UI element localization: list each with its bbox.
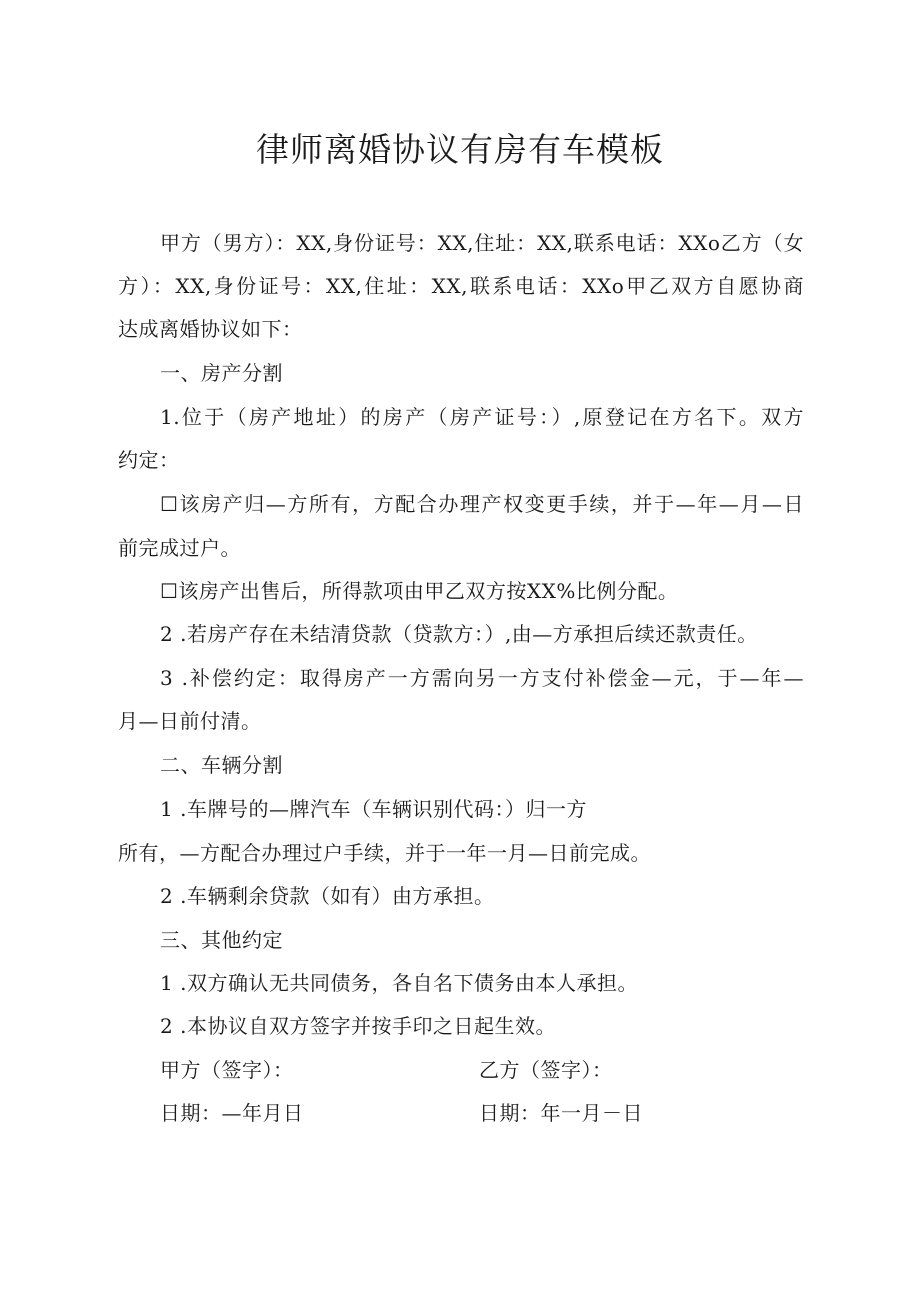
other-item-1: 1 .双方确认无共同债务，各自名下债务由本人承担。 [160, 971, 638, 995]
property-item-3-line-2: 月—日前付清。 [118, 709, 262, 733]
party-b-date: 日期：年一月－日 [479, 1101, 643, 1125]
party-b-signature: 乙方（签字）： [479, 1058, 613, 1082]
intro-line-2: 方）：XX,身份证号：XX,住址：XX,联系电话：XXo甲乙双方自愿协商 [118, 274, 804, 298]
section-heading-property: 一、房产分割 [160, 361, 283, 385]
document-title: 律师离婚协议有房有车模板 [256, 130, 664, 169]
property-item-3-line-1: 3 .补偿约定：取得房产一方需向另一方支付补偿金—元，于—年— [160, 666, 804, 690]
property-item-1-line-1: 1.位于（房产地址）的房产（房产证号：）,原登记在方名下。双方 [160, 405, 804, 429]
property-option-1-line-1: ☐该房产归—方所有，方配合办理产权变更手续，并于—年—月—日 [160, 492, 804, 516]
intro-line-1: 甲方（男方）：XX,身份证号：XX,住址：XX,联系电话：XXo乙方（女 [160, 231, 804, 255]
intro-line-3: 达成离婚协议如下： [118, 317, 303, 341]
other-item-2: 2 .本协议自双方签字并按手印之日起生效。 [160, 1014, 556, 1038]
vehicle-item-2: 2 .车辆剩余贷款（如有）由方承担。 [160, 884, 495, 908]
section-heading-other: 三、其他约定 [160, 928, 283, 952]
property-item-2: 2 .若房产存在未结清贷款（贷款方：）,由—方承担后续还款责任。 [160, 622, 758, 646]
vehicle-item-1-line-1: 1 .车牌号的—牌汽车（车辆识别代码：）归一方 [160, 797, 587, 821]
property-item-1-line-2: 约定： [118, 448, 180, 472]
property-option-2: ☐该房产出售后，所得款项由甲乙双方按XX%比例分配。 [160, 579, 679, 603]
vehicle-item-1-line-2: 所有，—方配合办理过户手续，并于一年一月—日前完成。 [118, 841, 651, 865]
property-option-1-line-2: 前完成过户。 [118, 536, 241, 560]
section-heading-vehicle: 二、车辆分割 [160, 753, 283, 777]
party-a-date: 日期：—年月日 [160, 1101, 304, 1125]
party-a-signature: 甲方（签字）： [160, 1058, 294, 1082]
